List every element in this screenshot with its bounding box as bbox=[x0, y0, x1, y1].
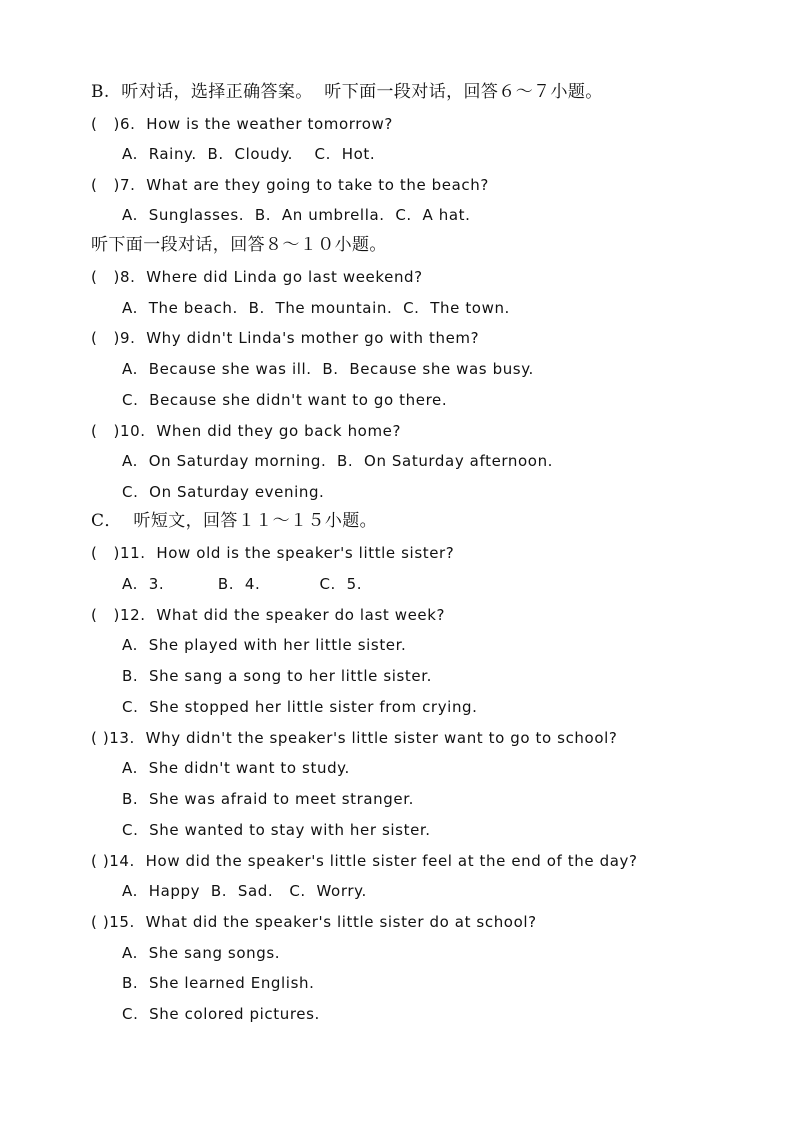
question-6-options: A. Rainy. B. Cloudy. C. Hot. bbox=[122, 145, 376, 163]
question-14: ( )14. How did the speaker's little sister feel at the end of the day? bbox=[91, 852, 638, 870]
question-15-option-c: C. She colored pictures. bbox=[122, 1005, 320, 1023]
question-10-options-ab: A. On Saturday morning. B. On Saturday afternoon. bbox=[122, 452, 554, 470]
question-14-options: A. Happy B. Sad. C. Worry. bbox=[122, 882, 367, 900]
section-b-heading: B. 听对话，选择正确答案。 听下面一段对话，回答６～７小题。 bbox=[91, 82, 603, 102]
section-c-heading: C． 听短文，回答１１～１５小题。 bbox=[91, 511, 378, 531]
section-b-sub-heading: 听下面一段对话，回答８～１０小题。 bbox=[91, 235, 387, 255]
question-11-options: A. 3. B. 4. C. 5. bbox=[122, 575, 363, 593]
question-7-options: A. Sunglasses. B. An umbrella. C. A hat. bbox=[122, 206, 471, 224]
question-9-options-ab: A. Because she was ill. B. Because she was busy. bbox=[122, 360, 534, 378]
question-12: ( )12. What did the speaker do last week? bbox=[91, 606, 446, 624]
question-13-option-a: A. She didn't want to study. bbox=[122, 759, 350, 777]
question-13-option-c: C. She wanted to stay with her sister. bbox=[122, 821, 431, 839]
question-6: ( )6. How is the weather tomorrow? bbox=[91, 115, 393, 133]
question-15: ( )15. What did the speaker's little sister do at school? bbox=[91, 913, 537, 931]
question-8: ( )8. Where did Linda go last weekend? bbox=[91, 268, 423, 286]
question-9-option-c: C. Because she didn't want to go there. bbox=[122, 391, 448, 409]
question-7: ( )7. What are they going to take to the beach? bbox=[91, 176, 489, 194]
question-8-options: A. The beach. B. The mountain. C. The town. bbox=[122, 299, 510, 317]
question-12-option-b: B. She sang a song to her little sister. bbox=[122, 667, 432, 685]
question-10-option-c: C. On Saturday evening. bbox=[122, 483, 325, 501]
question-13-option-b: B. She was afraid to meet stranger. bbox=[122, 790, 414, 808]
question-15-option-b: B. She learned English. bbox=[122, 974, 315, 992]
question-12-option-a: A. She played with her little sister. bbox=[122, 636, 407, 654]
question-15-option-a: A. She sang songs. bbox=[122, 944, 281, 962]
question-10: ( )10. When did they go back home? bbox=[91, 422, 402, 440]
question-9: ( )9. Why didn't Linda's mother go with them? bbox=[91, 329, 480, 347]
question-13: ( )13. Why didn't the speaker's little sister want to go to school? bbox=[91, 729, 618, 747]
question-11: ( )11. How old is the speaker's little sister? bbox=[91, 544, 455, 562]
question-12-option-c: C. She stopped her little sister from crying. bbox=[122, 698, 478, 716]
